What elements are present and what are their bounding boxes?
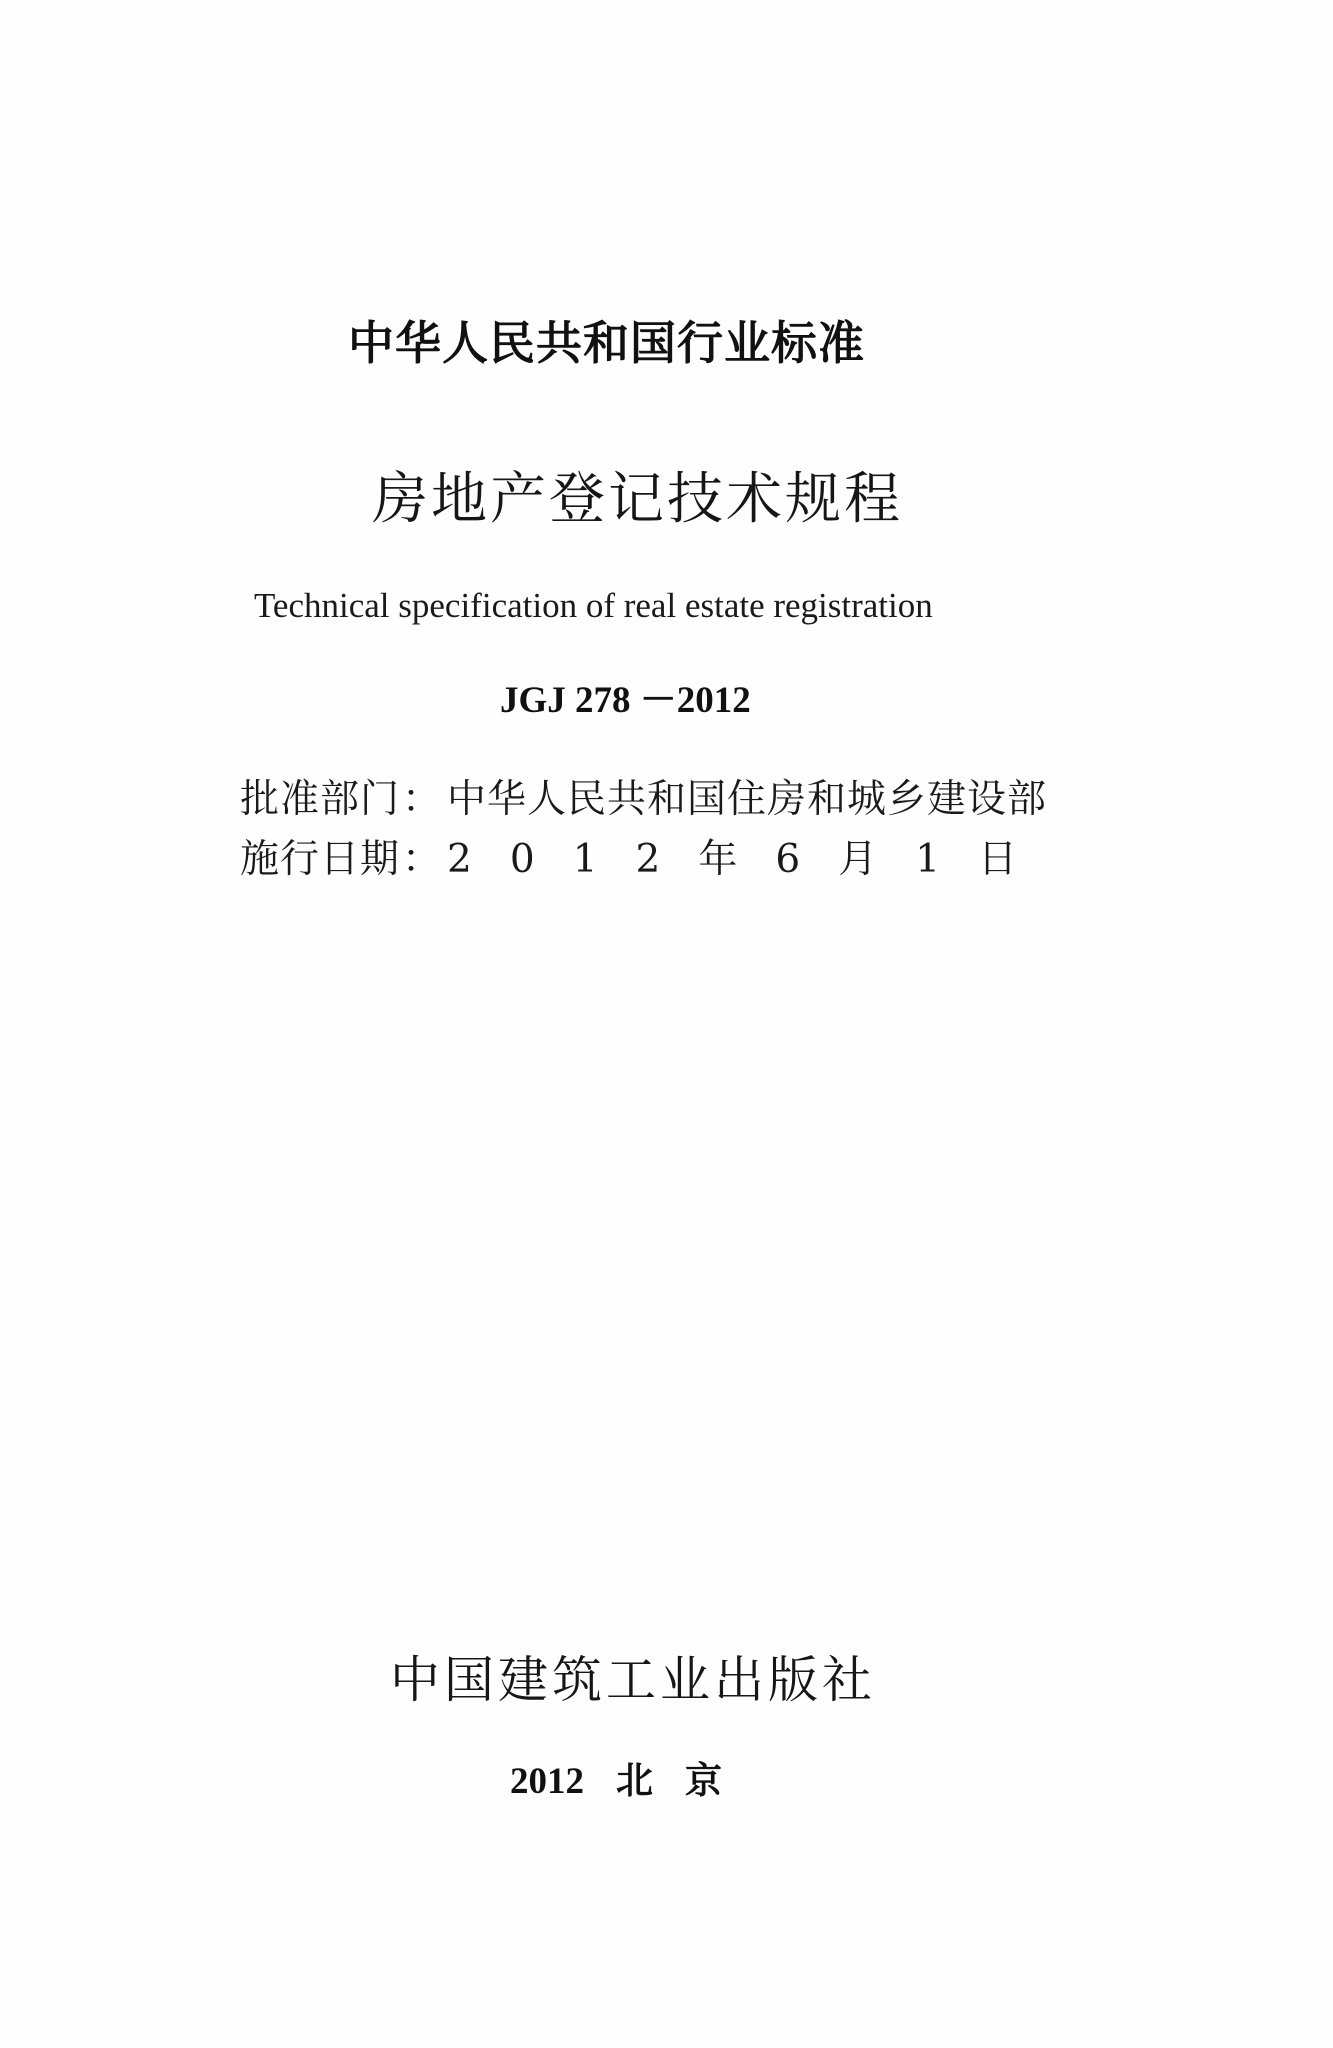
effective-date-label: 施行日期 [240, 837, 401, 882]
publication-year: 2012 [510, 1761, 584, 1802]
publication-city-part: 北 [616, 1761, 653, 1802]
standard-category: 中华人民共和国行业标准 [348, 316, 865, 370]
date-part: 日 [978, 837, 1018, 882]
date-part: 6 [775, 837, 801, 882]
approval-row [240, 777, 1048, 822]
date-part: 1 [915, 837, 941, 882]
document-title-chinese: 房地产登记技术规程 [372, 467, 903, 532]
approval-separator: ： [402, 777, 442, 822]
effective-date-row [240, 837, 1018, 882]
date-part: 月 [838, 837, 878, 882]
publisher-name: 中国建筑工业出版社 [390, 1651, 876, 1709]
date-part: 年 [698, 837, 738, 882]
standard-code: JGJ 278 －2012 [500, 680, 751, 721]
publication-city-part: 京 [685, 1761, 722, 1802]
date-part: 2 [635, 837, 661, 882]
effective-date-separator: ： [402, 837, 442, 882]
publication-year-place [510, 1763, 722, 1800]
date-part: 2 [447, 837, 472, 882]
effective-date-value [447, 837, 1018, 882]
document-title-english: Technical specification of real estate registration [254, 586, 933, 625]
approval-label: 批准部门 [240, 777, 401, 822]
date-part: 0 [509, 837, 535, 882]
date-part: 1 [572, 837, 598, 882]
approval-value: 中华人民共和国住房和城乡建设部 [447, 777, 1048, 822]
